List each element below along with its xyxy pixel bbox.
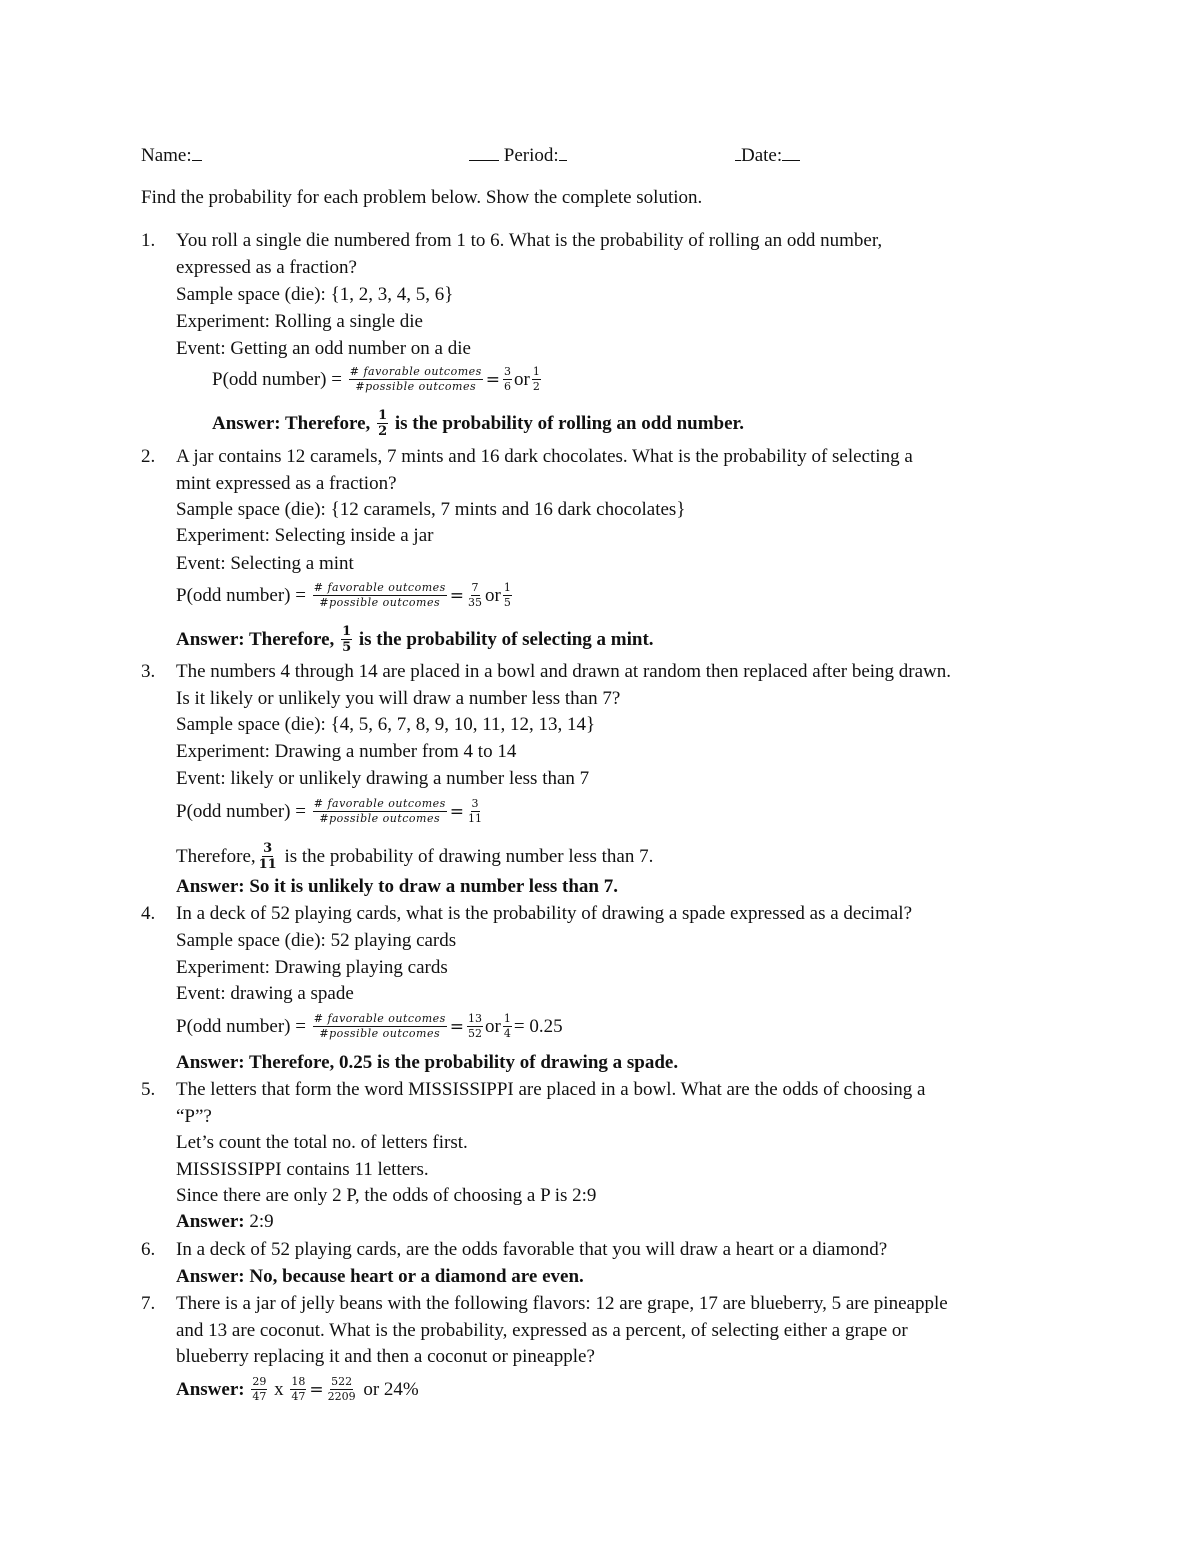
instructions: Find the probability for each problem below. Show the complete solution. bbox=[141, 187, 703, 208]
question-text: mint expressed as a fraction? bbox=[176, 473, 397, 494]
sample-space: Sample space (die): 52 playing cards bbox=[176, 930, 457, 951]
fraction: $\frac{13}{52}$ bbox=[468, 1012, 483, 1040]
problem-number: 4. bbox=[141, 903, 156, 924]
fraction: $\frac{18}{47}$ bbox=[291, 1375, 306, 1403]
fraction: $\frac{1}{2}$ bbox=[532, 365, 540, 393]
experiment: Experiment: Drawing a number from 4 to 14 bbox=[176, 741, 517, 762]
event: Event: Getting an odd number on a die bbox=[176, 338, 471, 359]
probability-formula: P(odd number) = $\frac{\text{\# favorable outcomes}}{\text{\#possible outcomes}}$ = $\frac{3}{6}$ or $\frac{1}{2}$ bbox=[212, 365, 540, 393]
question-text: expressed as a fraction? bbox=[176, 257, 357, 278]
name-label: Name: bbox=[141, 145, 192, 166]
fraction: $\frac{3}{6}$ bbox=[504, 365, 512, 393]
date-label: Date: bbox=[741, 145, 783, 166]
fraction: $\frac{522}{2209}$ bbox=[327, 1375, 356, 1403]
p-label: P(odd number) = bbox=[176, 800, 306, 822]
probability-formula: P(odd number) = $\frac{\text{\# favorable outcomes}}{\text{\#possible outcomes}}$ = $\frac{13}{52}$ or $\frac{1}{4}$ = 0.25 bbox=[176, 1012, 563, 1040]
sample-space: Sample space (die): {4, 5, 6, 7, 8, 9, 10, 11, 12, 13, 14} bbox=[176, 714, 596, 735]
solution-step: Let’s count the total no. of letters first. bbox=[176, 1132, 468, 1153]
date-field[interactable] bbox=[735, 144, 800, 168]
event: Event: likely or unlikely drawing a number less than 7 bbox=[176, 768, 590, 789]
sample-space: Sample space (die): {1, 2, 3, 4, 5, 6} bbox=[176, 284, 454, 305]
period-label: Period: bbox=[503, 145, 559, 166]
question-text: The letters that form the word MISSISSIPPI are placed in a bowl. What are the odds of choosing a bbox=[176, 1079, 926, 1100]
period-field[interactable] bbox=[469, 144, 567, 168]
formula-fraction: $\frac{\text{\# favorable outcomes}}{\text{\#possible outcomes}}$ bbox=[313, 581, 446, 609]
question-text: In a deck of 52 playing cards, are the odds favorable that you will draw a heart or a diamond? bbox=[176, 1239, 888, 1260]
answer: Answer: No, because heart or a diamond are even. bbox=[176, 1266, 584, 1287]
answer: Answer: Therefore, 0.25 is the probability of drawing a spade. bbox=[176, 1052, 679, 1073]
probability-formula: P(odd number) = $\frac{\text{\# favorable outcomes}}{\text{\#possible outcomes}}$ = $\frac{7}{35}$ or $\frac{1}{5}$ bbox=[176, 581, 511, 609]
experiment: Experiment: Selecting inside a jar bbox=[176, 525, 434, 546]
formula-fraction: $\frac{\text{\# favorable outcomes}}{\text{\#possible outcomes}}$ bbox=[313, 797, 446, 825]
question-text: “P”? bbox=[176, 1106, 212, 1127]
fraction: $\frac{1}{5}$ bbox=[342, 624, 352, 655]
question-text: A jar contains 12 caramels, 7 mints and 16 dark chocolates. What is the probability of selecting a bbox=[176, 446, 913, 467]
question-text: There is a jar of jelly beans with the following flavors: 12 are grape, 17 are blueberry, 5 are pineapple bbox=[176, 1293, 948, 1314]
problem-number: 6. bbox=[141, 1239, 156, 1260]
answer: Answer: So it is unlikely to draw a number less than 7. bbox=[176, 876, 618, 897]
fraction: $\frac{29}{47}$ bbox=[252, 1375, 267, 1403]
problem-number: 5. bbox=[141, 1079, 156, 1100]
fraction: $\frac{7}{35}$ bbox=[468, 581, 483, 609]
experiment: Experiment: Drawing playing cards bbox=[176, 957, 448, 978]
problem-number: 3. bbox=[141, 661, 156, 682]
fraction: $\frac{1}{4}$ bbox=[503, 1012, 511, 1040]
problem-number: 2. bbox=[141, 446, 156, 467]
p-label: P(odd number) = bbox=[176, 1015, 306, 1037]
formula-fraction: $\frac{\text{\# favorable outcomes}}{\text{\#possible outcomes}}$ bbox=[349, 365, 482, 393]
question-text: The numbers 4 through 14 are placed in a bowl and drawn at random then replaced after being drawn. bbox=[176, 661, 952, 682]
question-text: Is it likely or unlikely you will draw a number less than 7? bbox=[176, 688, 621, 709]
sample-space: Sample space (die): {12 caramels, 7 mints and 16 dark chocolates} bbox=[176, 499, 686, 520]
answer: Answer: 2:9 bbox=[176, 1211, 274, 1232]
formula-fraction: $\frac{\text{\# favorable outcomes}}{\text{\#possible outcomes}}$ bbox=[313, 1012, 446, 1040]
answer: Answer: Therefore, $\frac{1}{2}$ is the probability of rolling an odd number. bbox=[212, 408, 744, 439]
solution-step: MISSISSIPPI contains 11 letters. bbox=[176, 1159, 429, 1180]
question-text: and 13 are coconut. What is the probability, expressed as a percent, of selecting either a grape or bbox=[176, 1320, 908, 1341]
problem-number: 7. bbox=[141, 1293, 156, 1314]
experiment: Experiment: Rolling a single die bbox=[176, 311, 423, 332]
answer: Answer: $\frac{29}{47}$ x $\frac{18}{47}$ = $\frac{522}{2209}$ or 24% bbox=[176, 1375, 419, 1403]
therefore-statement: Therefore, $\frac{3}{11}$ is the probability of drawing number less than 7. bbox=[176, 841, 654, 872]
probability-formula: P(odd number) = $\frac{\text{\# favorable outcomes}}{\text{\#possible outcomes}}$ = $\frac{3}{11}$ bbox=[176, 797, 483, 825]
fraction: $\frac{3}{11}$ bbox=[468, 797, 483, 825]
p-label: P(odd number) = bbox=[176, 584, 306, 606]
event: Event: Selecting a mint bbox=[176, 553, 354, 574]
fraction: $\frac{3}{11}$ bbox=[258, 841, 277, 872]
solution-step: Since there are only 2 P, the odds of choosing a P is 2:9 bbox=[176, 1185, 597, 1206]
question-text: You roll a single die numbered from 1 to 6. What is the probability of rolling an odd number, bbox=[176, 230, 883, 251]
name-field[interactable] bbox=[141, 144, 202, 168]
p-label: P(odd number) = bbox=[212, 368, 342, 390]
problem-number: 1. bbox=[141, 230, 156, 251]
question-text: blueberry replacing it and then a coconut or pineapple? bbox=[176, 1346, 595, 1367]
fraction: $\frac{1}{2}$ bbox=[378, 408, 388, 439]
decimal-result: = 0.25 bbox=[513, 1015, 563, 1037]
answer: Answer: Therefore, $\frac{1}{5}$ is the probability of selecting a mint. bbox=[176, 624, 654, 655]
fraction: $\frac{1}{5}$ bbox=[503, 581, 511, 609]
question-text: In a deck of 52 playing cards, what is the probability of drawing a spade expressed as a decimal? bbox=[176, 903, 912, 924]
event: Event: drawing a spade bbox=[176, 983, 354, 1004]
